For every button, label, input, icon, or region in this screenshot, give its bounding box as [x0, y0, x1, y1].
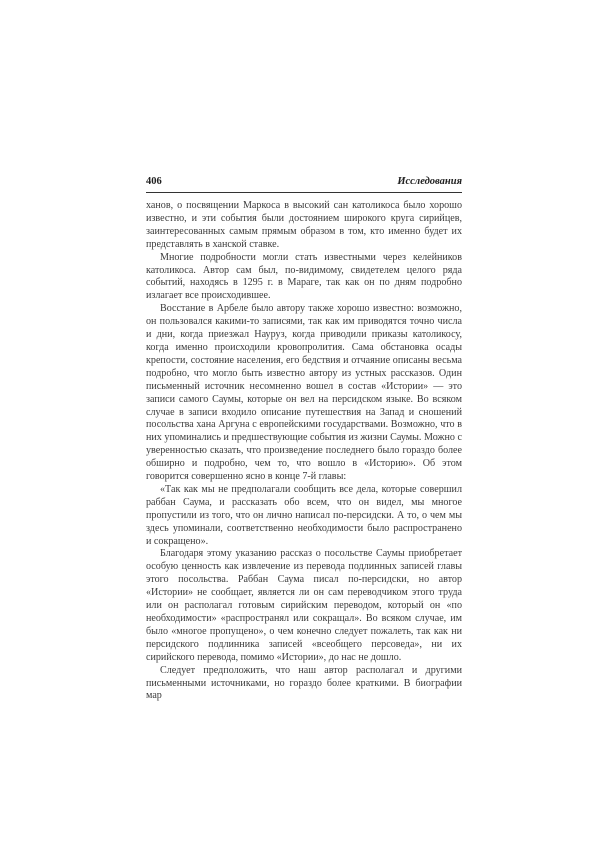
paragraph: Многие подробности могли стать известными через келейников католикоса. Автор сам был, по-видимому, свидетелем целого ряда событий, находясь в 1295 г. в Мараге, так как он по дням подробно излагает все происходившее. [146, 251, 462, 302]
quotation: «Так как мы не предполагали сообщить все дела, которые совершил раббан Саума, и рассказать обо всем, что он видел, мы многое пропустили из того, что он лично написал по-персидски. А то, о чем мы здесь упоминали, соответственно необходимости было распространено и сокращено». [146, 483, 462, 547]
paragraph: Восстание в Арбеле было автору также хорошо известно: возможно, он пользовался какими-то записями, так как им приводятся точно числа и дни, когда приезжал Науруз, когда приводили приказы католикосу, когда именно происходили кровопролития. Сама обстановка осады крепости, состояние населения, его бедствия и отчаяние описаны весьма подробно, что могло быть известно автору из устных рассказов. Один письменный источник несомненно вошел в состав «Истории» — это записи самого Саумы, которые он вел на персидском языке. Во всяком случае в записи входило описание путешествия на Запад и сношений посольства хана Аргуна с европейскими государствами. Возможно, что в них упоминались и предшествующие события из жизни Саумы. Можно с уверенностью сказать, что произведение последнего было гораздо более обширно и подробно, чем то, что вошло в «Историю». Об этом говорится совершенно ясно в конце 7-й главы: [146, 303, 462, 483]
running-title: Исследования [397, 176, 462, 187]
header-rule [146, 192, 462, 193]
paragraph-continuation: ханов, о посвящении Маркоса в высокий сан католикоса было хорошо известно, и эти события были достоянием широкого круга сирийцев, заинтересованных самым прямым образом в том, кто именно будет их представлять в ханской ставке. [146, 200, 462, 250]
page-header [146, 176, 462, 190]
page-number: 406 [146, 176, 162, 187]
paragraph: Следует предположить, что наш автор располагал и другими письменными источниками, но гораздо более краткими. В биографии мар [146, 664, 462, 702]
paragraph: Благодаря этому указанию рассказ о посольстве Саумы приобретает особую ценность как извлечение из перевода подлинных записей главы этого посольства. Раббан Саума писал по-персидски, но автор «Истории» не сообщает, является ли он сам переводчиком этого труда или он располагал готовым сирийским переводом, который он «по необходимости» «распространял или сокращал». Во всяком случае, им было «многое пропущено», о чем конечно следует пожалеть, так как ни персидского подлинника записей «всеобщего персоведа», ни их сирийского перевода, помимо «Истории», до нас не дошло. [146, 548, 462, 663]
body-text [146, 200, 462, 703]
